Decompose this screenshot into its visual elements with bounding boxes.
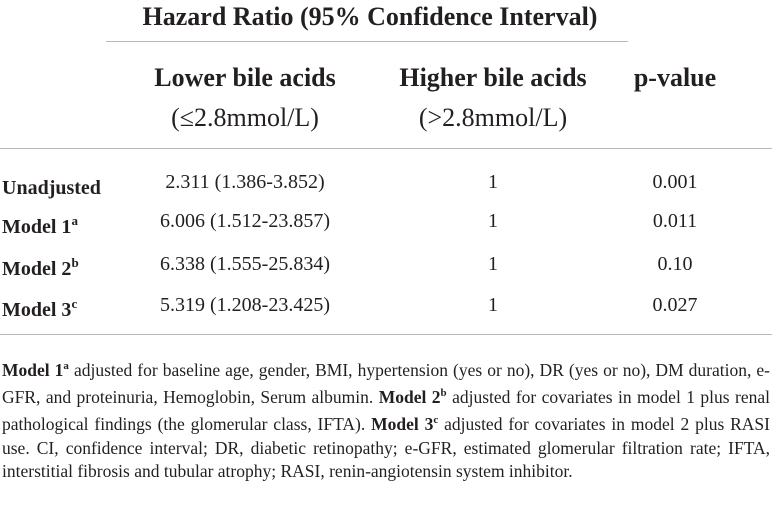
cell-higher-model-2: 1 (488, 253, 498, 275)
row-label-unadjusted: Unadjusted (2, 177, 101, 199)
cell-lower-unadjusted: 2.311 (1.386-3.852) (165, 171, 325, 193)
cell-p-model-3: 0.027 (652, 294, 698, 316)
cell-higher-unadjusted: 1 (488, 171, 498, 193)
column-header-higher-line1: Higher bile acids (399, 63, 587, 92)
cell-p-model-2: 0.10 (657, 253, 693, 275)
row-label-model-2: Model 2$^b$ (2, 255, 79, 280)
cell-lower-model-3: 5.319 (1.208-23.425) (160, 294, 330, 316)
table-bottom-rule (0, 334, 772, 335)
cell-higher-model-1: 1 (488, 210, 498, 232)
group-header: Hazard Ratio (95% Confidence Interval) (142, 2, 598, 31)
column-header-higher-line2: (>2.8mmol/L) (418, 103, 568, 132)
table-footnote: Model 1$^a$ adjusted for baseline age, gender, BMI, hypertension (yes or no), DR (yes or no), DM duration, e-GFR, and proteinuria, Hemoglobin, Serum albumin. Model 2$^b$ adjusted for covariates in model 1 plus renal pathological findings (the glomerular class, IFTA). Model 3$^c$ adjusted for covariates in model 2 plus RASI use. CI, confidence interval; DR, diabetic retinopathy; e-GFR, estimated glomerular filtration rate; IFTA, interstitial fibrosis and tubular atrophy; RASI, renin-angiotensin system inhibitor. (2, 360, 770, 481)
cell-p-model-1: 0.011 (652, 210, 698, 232)
column-header-lower-line1: Lower bile acids (154, 63, 336, 92)
header-rule (0, 148, 772, 149)
cell-p-unadjusted: 0.001 (652, 171, 698, 193)
row-label-model-3: Model 3$^c$ (2, 296, 78, 321)
row-label-model-1: Model 1$^a$ (2, 213, 78, 238)
column-header-p-value: p-value (633, 63, 717, 92)
group-header-rule (106, 41, 628, 42)
cell-lower-model-1: 6.006 (1.512-23.857) (160, 210, 330, 232)
cell-higher-model-3: 1 (488, 294, 498, 316)
column-header-lower-line2: (≤2.8mmol/L) (171, 103, 319, 132)
column-header-higher-bile-acids (368, 58, 618, 138)
cell-lower-model-2: 6.338 (1.555-25.834) (160, 253, 330, 275)
column-header-lower-bile-acids (120, 58, 370, 138)
